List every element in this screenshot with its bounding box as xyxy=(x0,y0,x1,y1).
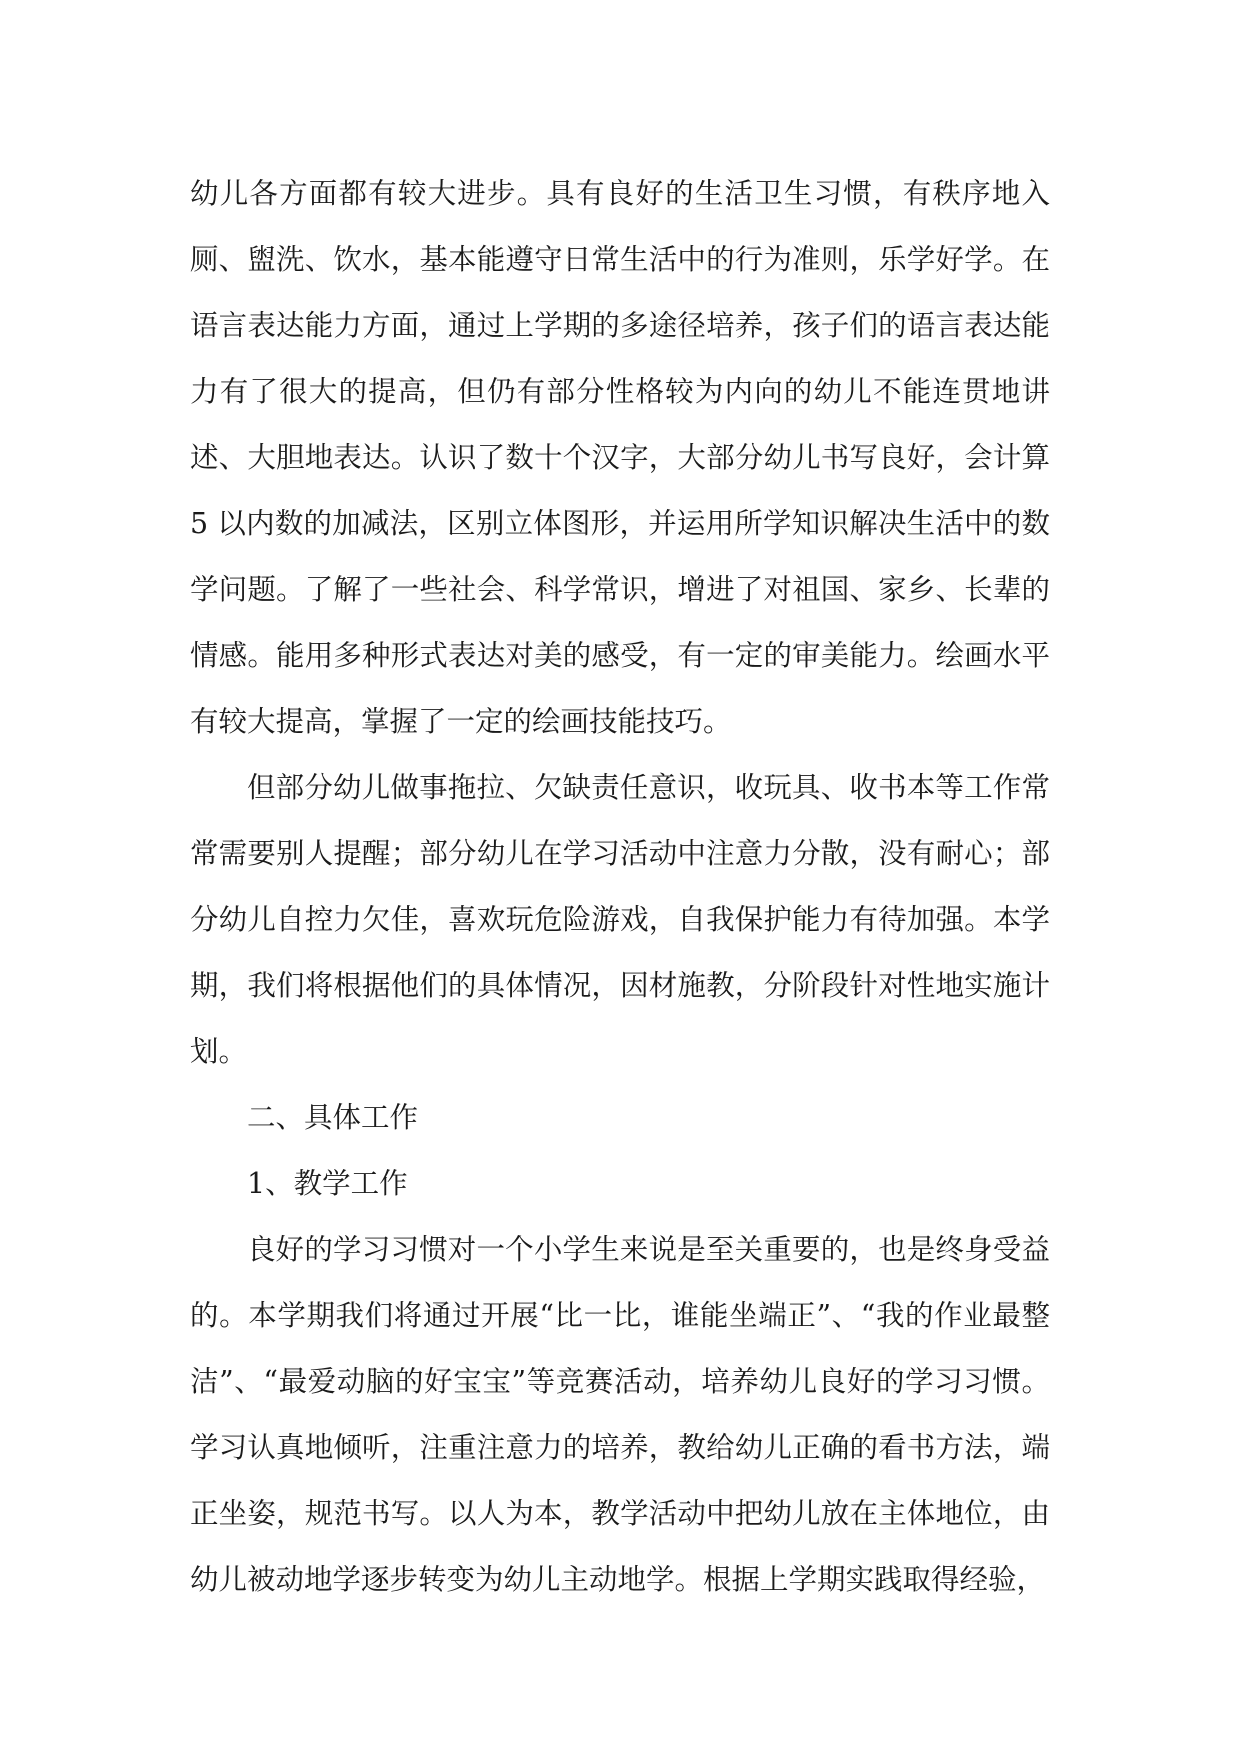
paragraph-continued: 幼儿各方面都有较大进步。具有良好的生活卫生习惯，有秩序地入厕、盥洗、饮水，基本能遵守日常生活中的行为准则，乐学好学。在语言表达能力方面，通过上学期的多途径培养，孩子们的语言表达能力有了很大的提高，但仍有部分性格较为内向的幼儿不能连贯地讲述、大胆地表达。认识了数十个汉字，大部分幼儿书写良好，会计算 5 以内数的加减法，区别立体图形，并运用所学知识解决生活中的数学问题。了解了一些社会、科学常识，增进了对祖国、家乡、长辈的情感。能用多种形式表达对美的感受，有一定的审美能力。绘画水平有较大提高，掌握了一定的绘画技能技巧。 xyxy=(190,177,1050,738)
subsection-heading: 1、教学工作 xyxy=(247,1167,408,1200)
section-heading: 二、具体工作 xyxy=(247,1101,419,1134)
paragraph: 良好的学习习惯对一个小学生来说是至关重要的，也是终身受益的。本学期我们将通过开展“比一比，谁能坐端正”、“我的作业最整洁”、“最爱动脑的好宝宝”等竞赛活动，培养幼儿良好的学习习惯。学习认真地倾听，注重注意力的培养，教给幼儿正确的看书方法，端正坐姿，规范书写。以人为本，教学活动中把幼儿放在主体地位，由幼儿被动地学逐步转变为幼儿主动地学。根据上学期实践取得经验， xyxy=(190,1233,1050,1596)
paragraph: 但部分幼儿做事拖拉、欠缺责任意识，收玩具、收书本等工作常常需要别人提醒；部分幼儿在学习活动中注意力分散，没有耐心；部分幼儿自控力欠佳，喜欢玩危险游戏，自我保护能力有待加强。本学期，我们将根据他们的具体情况，因材施教，分阶段针对性地实施计划。 xyxy=(190,771,1050,1068)
document-body xyxy=(190,161,1050,1613)
